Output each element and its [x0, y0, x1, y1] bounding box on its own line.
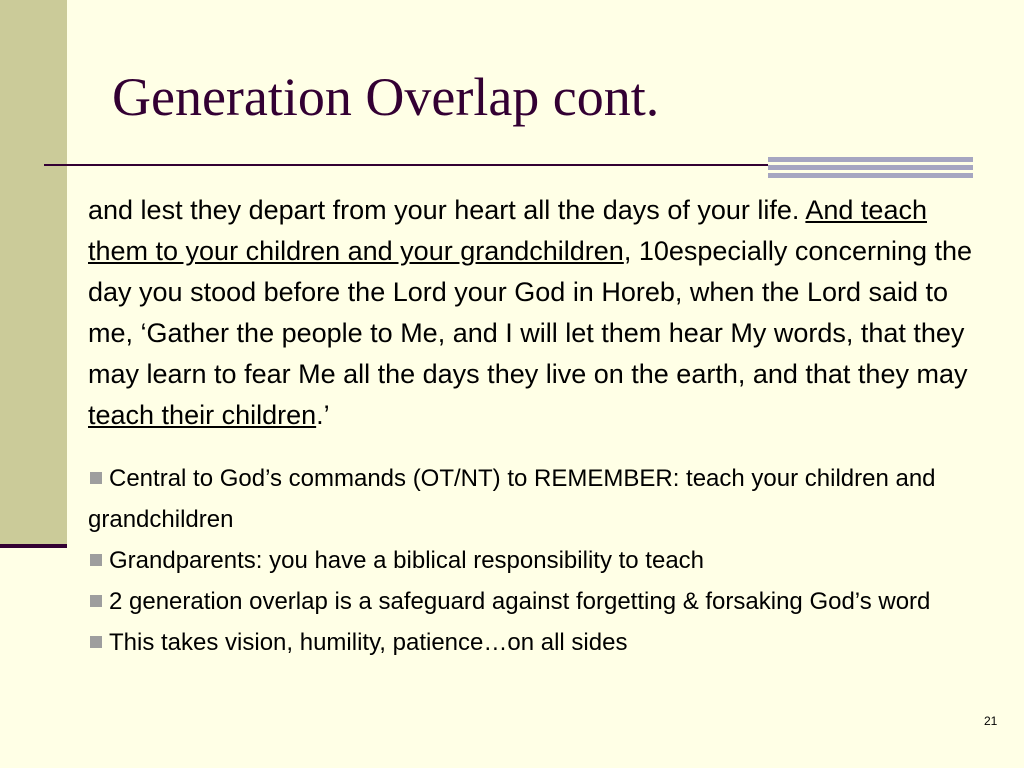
scripture-underlined-text: And teach them to your children and your grandchildren [88, 195, 927, 266]
bullet-text: This takes vision, humility, patience…on all sides [109, 629, 628, 656]
bullet-text: 2 generation overlap is a safeguard against forgetting & forsaking God’s word [109, 588, 931, 615]
bullet-item [88, 540, 988, 581]
bullet-item [88, 458, 988, 540]
scripture-text: .’ [316, 400, 330, 430]
accent-bar [768, 173, 973, 178]
bullet-list [88, 458, 988, 663]
square-bullet-icon [90, 472, 102, 484]
square-bullet-icon [90, 595, 102, 607]
scripture-passage [88, 190, 988, 436]
scripture-text: and lest they depart from your heart all the days of your life. [88, 195, 806, 225]
square-bullet-icon [90, 636, 102, 648]
square-bullet-icon [90, 554, 102, 566]
left-bar-underline [0, 544, 67, 548]
bullet-item [88, 581, 988, 622]
left-decorative-bar [0, 0, 67, 544]
slide-title: Generation Overlap cont. [112, 67, 660, 127]
slide-content [88, 190, 988, 663]
slide-number: 21 [984, 714, 998, 728]
title-divider-line [44, 164, 768, 166]
accent-bars [768, 157, 973, 179]
accent-bar [768, 165, 973, 170]
bullet-item [88, 622, 988, 663]
accent-bar [768, 157, 973, 162]
scripture-underlined-text: teach their children [88, 400, 317, 430]
bullet-text: Central to God’s commands (OT/NT) to REMEMBER: teach your children and grandchildren [88, 465, 936, 533]
bullet-text: Grandparents: you have a biblical responsibility to teach [109, 547, 705, 574]
scripture-text: , 10especially concerning the day you stood before the Lord your God in Horeb, when the Lord said to me, ‘Gather the people to Me, and I will let them hear My words, that they may learn to fear Me all the days they live on the earth, and that they may [88, 236, 973, 389]
